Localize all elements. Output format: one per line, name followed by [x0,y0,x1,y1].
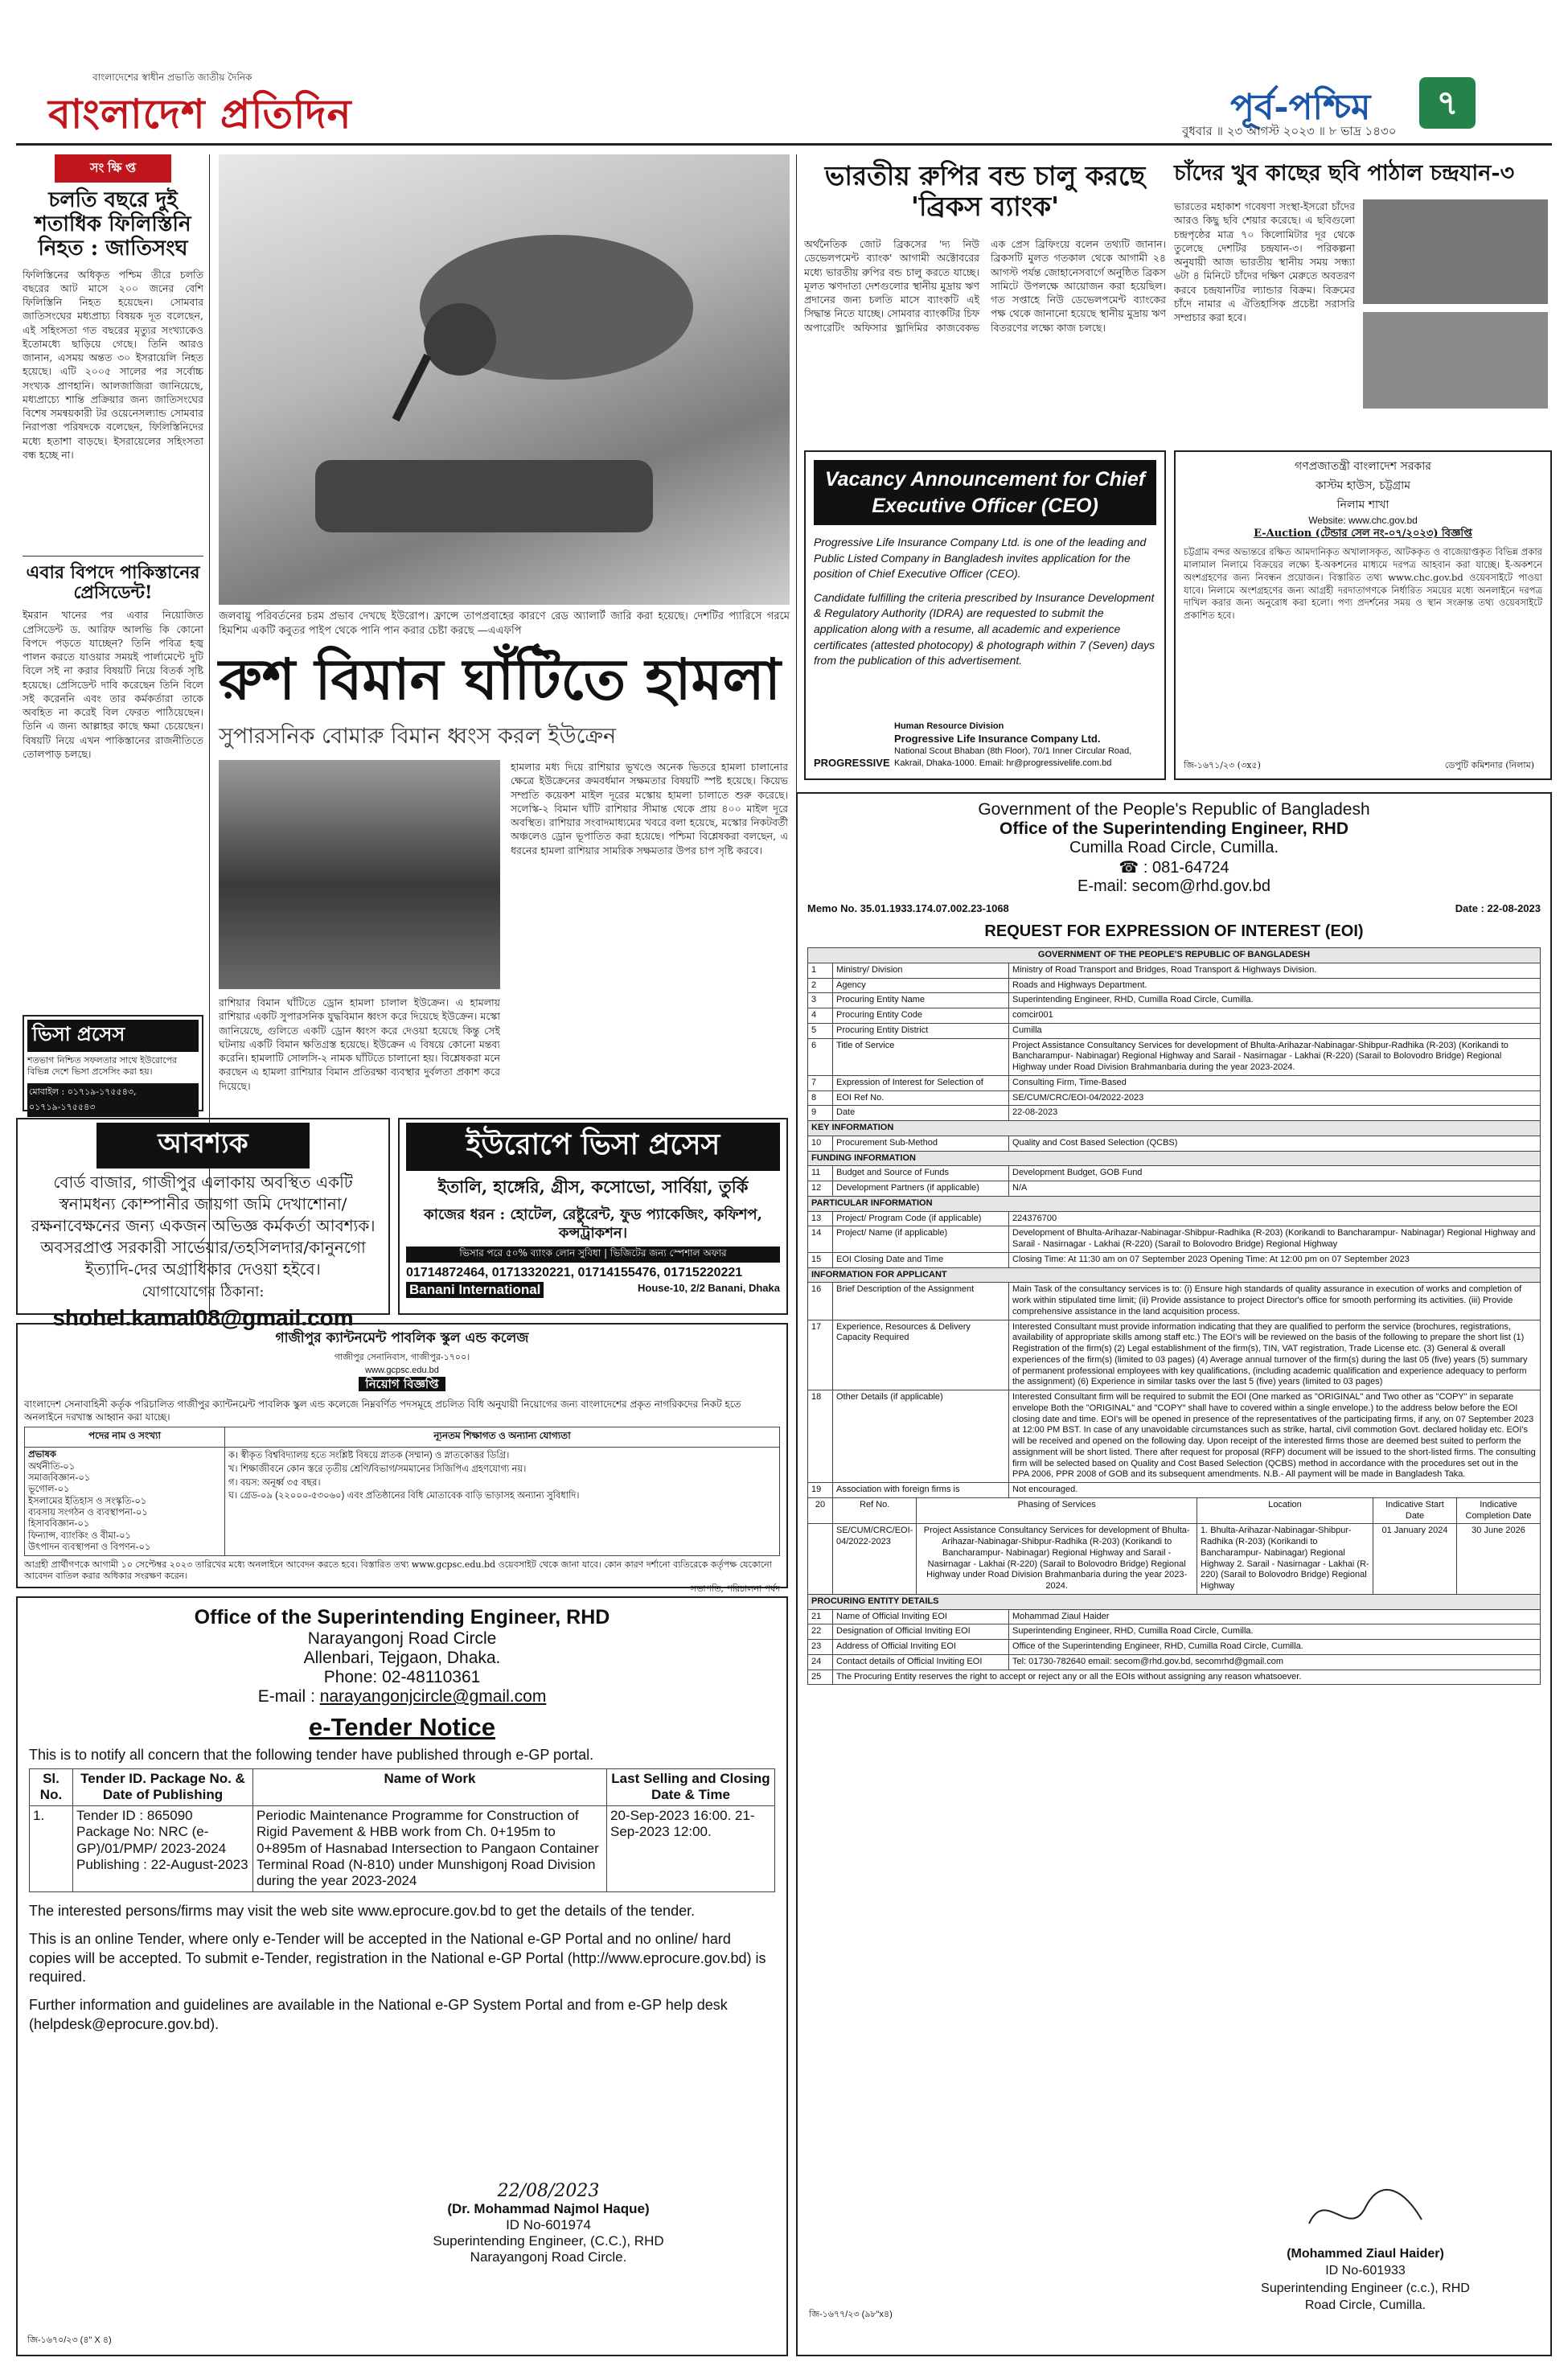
etender-title: e-Tender Notice [309,1713,495,1741]
euro-visa-address: House-10, 2/2 Banani, Dhaka [637,1281,780,1294]
customs-branch: নিলাম শাখা [1336,499,1389,511]
eoi-notice [796,792,1552,2356]
euro-visa-offer: ভিসার পরে ৫০% ব্যাংক লোন সুবিধা | ভিজিটের জন্য স্পেশাল অফার [406,1247,780,1263]
eoi-memo: Memo No. 35.01.1933.174.07.002.23-1068 [807,902,1009,914]
pigeon-illustration [219,154,790,605]
eoi-signer-id: ID No-601933 [1325,2264,1406,2278]
table-row: 18 Other Details (if applicable) Interested Consultant firm will be required to submit the EOI (One marked as "ORIGINAL" and Two other as "COPY" in separate envelope Both the "ORIGINAL" and "COPY" shall have to covered within a single envelope.) to the address below before the EOI closing date and time. EOI's will be opened in presence of the representatives of the participating firms, if any, on 07 September 2023 at 12:00 PM BST. In case of any unavoidable circumstances such as strike, hartal, civil commotion Govt. declared holiday etc. EOI's will be received and opened on the following day. Upon receipt of the interested firms those are deemed best suited to perform the assignment will be short listed. There after request for proposal (RFP) document will be issued to the short-listed firms. The consulting firm will be selected based on Quality and Cost Based Selection (QCBS) method in accordance with the procedures set out in the PPA 2006, PPR 2008 of GOB and its subsequent amendments. N.B.- All payment will be made in Bangladesh Taka. [808,1390,1541,1483]
etender-th-id: Tender ID. Package No. & Date of Publishing [73,1769,253,1806]
photo-caption: জলবায়ু পরিবর্তনের চরম প্রভাব দেখছে ইউরোপ। ফ্রান্সে তাপপ্রবাহের কারণে রেড অ্যালার্ট জারি করা হয়েছে। দেশটির প্যারিসে গরমে হিমশিম একটি কবুতর পাইপ থেকে পানি পান করার চেষ্টা করছে —এএফপি [219,610,790,637]
school-footer: আগ্রহী প্রার্থীগণকে আগামী ১০ সেপ্টেম্বর ২০২৩ তারিখের মধ্যে অনলাইনে আবেদন করতে হবে। বিস্তারিত তথ্য www.gcpsc.edu.bd ওয়েবসাইট থেকে জানা যাবে। কোন কারণ দর্শানো ব্যতিরেকে কর্তৃপক্ষ যেকোনো আবেদন বাতিল করার অধিকার সংরক্ষণ করেন। [24,1559,772,1581]
brics-body: অর্থনৈতিক জোট ব্রিকসের 'দ্য নিউ ডেভেলপমেন্ট ব্যাংক' আগামী অক্টোবরের মধ্যে ভারতীয় রুপির বন্ড চালু করতে যাচ্ছে। মূলত ঋণদাতা দেশগুলোর স্থানীয় মুদ্রায় ঋণ প্রদানের জন্য চলতি মাসে ব্যাংকটি এই সিদ্ধান্ত নিতে যাচ্ছে। সোমবার ব্যাংকটির চিফ অপারেটিং অফিসার ভ্লাদিমির কাজবেকভ এক প্রেস ব্রিফিংয়ে বলেন তথ্যটি জানান। ব্রিকসটি মুলত গতকাল থেকে আগামী ২৪ আগস্ট পর্যন্ত জোহানেসবার্গে অনুষ্ঠিত ব্রিকস সামিটে উপলক্ষে আয়োজন করা হয়েছিল। গত সপ্তাহে নিউ ডেভেলপমেন্ট ব্যাংকের পক্ষ থেকে জানানো হয়েছে স্থানীয় মুদ্রায় ঋণ বিতরণের লক্ষ্যে কাজ চলছে। [804,238,1166,334]
table-row: 10 Procurement Sub-Method Quality and Cost Based Selection (QCBS) [808,1136,1541,1151]
eoi-gov-row: GOVERNMENT OF THE PEOPLE'S REPUBLIC OF BANGLADESH [808,948,1541,963]
eoi-office: Office of the Superintending Engineer, RHD [999,819,1349,838]
russia-body-left: রাশিয়ার বিমান ঘাঁটিতে ড্রোন হামলা চালাল ইউক্রেন। এ হামলায় রাশিয়ার একটি সুপারসনিক যুদ্ধবিমান ধ্বংস করে দিয়েছে ইউক্রেন। মস্কো জানিয়েছে, গুলিতে একটি ড্রোন ধ্বংস করে দেওয়া হয়েছে কিন্তু সেই ঘটনায় একটি বিমান ক্ষতিগ্রস্ত হয়েছে। ইউক্রেন এ বিষয়ে কোনো মন্তব্য করেনি। হামলাটি সোলসি-২ নামক ঘাঁটিতে চালানো হয়। বিশ্লেষকরা মনে করছেন এ হামলা রাশিয়ার বিমান প্রতিরক্ষা ব্যবস্থার দুর্বলতা প্রকাশ করে দিয়েছে। [219,996,500,1092]
table-row: 5 Procuring Entity District Cumilla [808,1023,1541,1038]
table-row: 22 Designation of Official Inviting EOI Superintending Engineer, RHD, Cumilla Road Circle, Cumilla. [808,1624,1541,1640]
school-req: ক। স্বীকৃত বিশ্ববিদ্যালয় হতে সংশ্লিষ্ট বিষয়ে স্নাতক (সম্মান) ও স্নাতকোত্তর ডিগ্রি। [228,1451,510,1461]
russia-headline: রুশ বিমান ঘাঁটিতে হামলা [219,646,781,713]
dateline: বুধবার ॥ ২৩ আগস্ট ২০২৩ ॥ ৮ ভাদ্র ১৪৩০ [1182,124,1397,138]
etender-para-2: This is an online Tender, where only e-Tender will be accepted in the National e-GP Portal and no online/ hard copies will be accepted. To submit e-Tender, registration in the National e-GP Portal (http://www.eprocure.gov.bd) is required. [29,1931,766,1985]
eoi-procuring: PROCURING ENTITY DETAILS [808,1594,1541,1609]
table-row: 23 Address of Official Inviting EOI Office of the Superintending Engineer, RHD, Cumilla Road Circle, Cumilla. [808,1640,1541,1655]
etender-signer: (Dr. Mohammad Najmol Haque) [447,2201,650,2216]
school-post: সমাজবিজ্ঞান-০১ [28,1472,91,1483]
table-row: SE/CUM/CRC/EOI-04/2022-2023 Project Assistance Consultancy Services for development of Bhulta-Arihazar-Nabinagar-Shibpur-Radhika (R-203) (Korikandi to Bancharampur- Nabinagar) Regional Highway and Sarail - Nasirnagar - Lakhai (R-220) (Sarail to Bolovodro Bridge) Regional Highway under Road Division Brahmanbaria during the year 2023-2024. 1. Bhulta-Arihazar-Nabinagar-Shibpur-Radhika (R-203) (Korikandi to Bancharampur- Nabinagar) Regional Highway 2. Sarail - Nasirnagar - Lakhai (R-220) (Sarail to Bolovodro Bridge) Regional Highway 01 January 2024 30 June 2026 [808,1524,1541,1595]
euro-visa-phones: 01714872464, 01713320221, 01714155476, 01715220221 [406,1265,743,1279]
eoi-procuring-table [807,1594,1541,1686]
etender-signer-title: Superintending Engineer, (C.C.), RHD [433,2233,664,2249]
visa-small-title: ভিসা প্রসেস [27,1020,199,1052]
school-title: গাজীপুর ক্যান্টনমেন্ট পাবলিক স্কুল এন্ড কলেজ [275,1330,529,1346]
vacancy-para-2: Candidate fulfilling the criteria prescribed by Insurance Development & Regulatory Authority (IDRA) are requested to submit the application along with a resume, all academic and experience certificates (attested photocopy) & photograph within 7 (Seven) days from the publication of this advertisement. [814,590,1155,667]
etender-row-work: Periodic Maintenance Programme for Construction of Rigid Pavement & HBB work from Ch. 0+195m to 0+895m of Hasnabad Intersection to Pangaon Container Terminal Road (N-810) under Munshigonj Road Division during the year 2023-2024 [253,1805,607,1891]
customs-auction-ad [1174,450,1552,780]
vacancy-division: Human Resource Division [894,721,1004,732]
brief-column [23,154,203,1015]
wanted-body: বোর্ড বাজার, গাজীপুর এলাকায় অবস্থিত একটি স্বনামধন্য কোম্পানীর জায়গা জমি দেখাশোনা/রক্ষনাবেক্ষনের জন্য একজন অভিজ্ঞ কর্মকর্তা আবশ্যক। অবসরপ্রাপ্ত সরকারী সার্ভেয়ার/তহসিলদার/কানুনগো ইত্যাদি-দের অগ্রাধিকার দেওয়া হইবে। [31,1173,376,1279]
table-row: 13 Project/ Program Code (if applicable) 224376700 [808,1211,1541,1226]
school-address: গাজীপুর সেনানিবাস, গাজীপুর-১৭০০। [334,1352,470,1362]
page-number: ৭ [1419,77,1476,129]
moon-photo-1 [1363,199,1548,304]
vacancy-company: Progressive Life Insurance Company Ltd. [894,732,1101,745]
table-row: 17 Experience, Resources & Delivery Capacity Required Interested Consultant must provide information indicating that they are qualified to perform the service (brochures, registrations, availability of appropriate skills among staff etc.) The EOI's will be reviewed on the basis of the following to prepare the short list (1) Registration of the firm(s) (2) Legal establishment of the firm(s), TIN, VAT registration, Trade License etc. (3) General & overall experiences of the firm(s) (limited to 03 pages) (4) Average annual turnover of the firm(s) during the last 05 (five) years (5) summary of permanent professional employees with key qualifications, (including academic qualification and experience adequacy to perform the assignment) (6) Experience in similar tasks over the last 5 (five) years (limited to 03 pages) [808,1320,1541,1390]
etender-table [29,1768,775,1892]
etender-signer-id: ID No-601974 [506,2217,591,2232]
eoi-signer: (Mohammed Ziaul Haider) [1287,2246,1444,2261]
table-row: 21 Name of Official Inviting EOI Mohammad Ziaul Haider [808,1609,1541,1624]
vacancy-address: National Scout Bhaban (8th Floor), 70/1 Inner Circular Road, Kakrail, Dhaka-1000. Email: hr@progressivelife.com.bd [894,746,1132,768]
customs-ref: জি-১৬৭১/২৩ (৩x৫) [1184,760,1261,770]
school-req: খ। শিক্ষাজীবনে কোন স্তরে তৃতীয় শ্রেণি/বিভাগ/সমমানের সিজিপিএ গ্রহণযোগ্য নয়। [228,1464,527,1474]
visa-small-phone: মোবাইল : ০১৭১৯-১৭৫৫৪৩, ০১৭১৯-১৭৫৫৪৩ [27,1083,199,1117]
masthead-rule [16,143,1552,146]
table-row: 12 Development Partners (if applicable) N/A [808,1181,1541,1197]
customs-signer: ডেপুটি কমিশনার (নিলাম) [1444,760,1534,770]
etender-notice [16,1596,788,2356]
euro-visa-title: ইউরোপে ভিসা প্রসেস [406,1123,780,1171]
table-row: 11 Budget and Source of Funds Development Budget, GOB Fund [808,1166,1541,1181]
russia-body-right: হামলার মধ্য দিয়ে রাশিয়ার ভূখণ্ডে অনেক ভিতরে হামলা চালানোর ক্ষেত্রে ইউক্রেনের ক্রমবর্ধমান সক্ষমতার বিষয়টি স্পষ্ট হয়েছে। কিয়েভ সম্প্রতি কয়েকশ মাইল দূরের মস্কোয় হামলা চালাতে শুরু করেছে। সলেস্কি-২ বিমান ঘাঁটি রাশিয়ার সীমান্ত থেকে প্রায় ৪০০ মাইল দূরে অবস্থিত। রাশিয়ার সংবাদমাধ্যমের খবরে বলা হয়েছে, মস্কোর নিকটবর্তী অঞ্চলেও ড্রোন ভূপাতিত করা হয়েছে। পশ্চিমা বিশ্লেষকরা বলছেন, এ ধরনের হামলা রাশিয়ার সামরিক সক্ষমতার উপর চাপ সৃষ্টি করবে। [511,761,788,856]
etender-email[interactable]: narayangonjcircle@gmail.com [319,1687,547,1706]
newspaper-logo: বাংলাদেশ প্রতিদিন [48,90,352,138]
eoi-title: REQUEST FOR EXPRESSION OF INTEREST (EOI) [984,922,1364,940]
eoi-circle: Cumilla Road Circle, Cumilla. [1069,839,1279,856]
russia-subheadline: সুপারসনিক বোমারু বিমান ধ্বংস করল ইউক্রেন [219,724,617,749]
customs-office: কাস্টম হাউস, চট্টগ্রাম [1316,479,1410,492]
eoi-gov: Government of the People's Republic of Bangladesh [978,800,1370,819]
school-web: www.gcpsc.edu.bd [365,1366,439,1375]
brief-headline-1: চলতি বছরে দুই শতাধিক ফিলিস্তিনি নিহত : জাতিসংঘ [35,188,191,261]
brief-body-1: ফিলিস্তিনের অধিকৃত পশ্চিম তীরে চলতি বছরের আট মাসে ২০০ জনের বেশি ফিলিস্তিনি নিহত হয়েছেন। সোমবার জাতিসংঘের মধ্যপ্রাচ্য বিষয়ক দূত বলেছেন, এই সহিংসতা গত বছরের মৃত্যুর সংখ্যাকেও ইতোমধ্যে ছাড়িয়ে গেছে। তিনি আরও জানান, এসময় অন্তত ৩০ ইসরায়েলি নিহত হয়েছে। এটি ২০০৫ সালের পর সর্বোচ্চ সংখ্যক প্রাণহানি। আলজাজিরা জানিয়েছে, মধ্যপ্রাচ্যে শান্তি প্রক্রিয়ার জন্য জাতিসংঘের বিশেষ সমন্বয়কারী টর ওয়েনেসল্যান্ড সোমবার নিরাপত্তা পরিষদকে বলেছেন, ফিলিস্তিনিদের মধ্যে হতাশা বাড়ছে। ইসরায়েলের সহিংসতা বন্ধ হচ্ছে না। [23,268,203,461]
brief-headline-2: এবার বিপদে পাকিস্তানের প্রেসিডেন্ট! [26,561,200,603]
phone-icon: ☎ : [1119,859,1152,877]
eoi-signer-circle: Road Circle, Cumilla. [1304,2298,1426,2313]
chandrayaan-body: ভারতের মহাকাশ গবেষণা সংস্থা-ইসরো চাঁদের আরও কিছু ছবি শেয়ার করেছে। এ ছবিগুলো চন্দ্রপৃষ্ঠের মাত্র ৭০ কিলোমিটার দূর থেকে তুলেছে দেশটির চন্দ্রযান-৩। পরিকল্পনা অনুযায়ী আজ ভারতীয় স্থানীয় সময় সন্ধ্যা ৬টা ৪ মিনিটে চাঁদের দক্ষিণ মেরুতে অবতরণ করবে চন্দ্রযানটির ল্যান্ডার বিক্রম। বিক্রমের চাঁদে নামার এ ঐতিহাসিক প্রচেষ্টা সরাসরি সম্প্রচার করা হবে। [1174,200,1355,323]
etender-signature: 22/08/2023 [497,2181,600,2201]
vacancy-para-1: Progressive Life Insurance Company Ltd. is one of the leading and Public Listed Company in Bangladesh invites application for the position of Chief Executive Officer (CEO). [814,536,1147,581]
vacancy-ad [804,450,1166,780]
customs-body: চট্টগ্রাম বন্দর অভ্যন্তরে রক্ষিত আমদানিকৃত অখালাসকৃত, আটককৃত ও বাজেয়াপ্তকৃত বিভিন্ন প্রকার মালামাল নিলামে বিক্রয়ের লক্ষ্যে ই-অকশনের মাধ্যমে দরপত্র আহবান করা যাচ্ছে। ই-অকশনে অংশগ্রহণের জন্য নিবন্ধন প্রয়োজন। বিস্তারিত তথ্য www.chc.gov.bd ওয়েবসাইটে পাওয়া যাবে। নিলামে অংশগ্রহণের জন্য আগ্রহী দরদাতাগণকে নির্ধারিত সময়ের মধ্যে অনলাইনে দরপত্র দাখিল করার জন্য অনুরোধ করা হলো। পণ্য প্রদর্শনের সময় ও স্থান সংক্রান্ত তথ্য ওয়েবসাইটে প্রকাশিত হবে। [1184,546,1542,622]
eoi-applicant: INFORMATION FOR APPLICANT [808,1267,1541,1283]
school-signer: সভাপতি, পরিচালনা পর্ষদ [690,1583,780,1595]
table-row: 14 Project/ Name (if applicable) Development of Bhulta-Arihazar-Nabinagar-Shibpur-Radhika (R-203) (Korikandi to Bancharampur- Nabinagar) Regional Highway and Sarail - Nasirnagar - Lakhai (R-220) (Sarail to Bolovodro Bridge) Regional Highway [808,1226,1541,1253]
brics-headline: ভারতীয় রুপির বন্ড চালু করছে 'ব্রিকস ব্যাংক' [824,160,1146,222]
eoi-signature-mark [1301,2183,1430,2240]
table-row: 7 Expression of Interest for Selection of Consulting Firm, Time-Based [808,1075,1541,1090]
section-title: পূর্ব-পশ্চিম [1230,87,1371,128]
etender-intro: This is to notify all concern that the following tender have published through e-GP portal. [29,1747,594,1763]
table-row: 3 Procuring Entity Name Superintending Engineer, RHD, Cumilla Road Circle, Cumilla. [808,993,1541,1008]
eoi-ref: জি-১৬৭৭/২৩ (৯৮"x৪) [809,2310,893,2319]
euro-visa-company: Banani International [406,1282,544,1298]
customs-website: Website: www.chc.gov.bd [1308,515,1418,526]
school-col1: পদের নাম ও সংখ্যা [25,1427,225,1448]
school-post: ভূগোল-০১ [28,1485,70,1495]
visa-small-body: শতভাগ নিশ্চিত সফলতার সাথে ইউরোপের বিভিন্ন দেশে ভিসা প্রসেসিং করা হয়। [27,1055,178,1078]
wanted-contact-label: যোগাযোগের ঠিকানা: [142,1284,265,1300]
etender-th-sl: Sl. No. [30,1769,73,1806]
table-row: 1 Ministry/ Division Ministry of Road Transport and Bridges, Road Transport & Highways Division. [808,963,1541,978]
school-notice-label: নিয়োগ বিজ্ঞপ্তি [359,1377,445,1391]
table-row: 15 EOI Closing Date and Time Closing Time: At 11:30 am on 07 September 2023 Opening Time: At 12:00 pm on 07 September 2023 [808,1252,1541,1267]
etender-phone: Phone: 02-48110361 [323,1668,481,1686]
etender-para-3: Further information and guidelines are available in the National e-GP System Portal and from e-GP help desk (helpdesk@eprocure.gov.bd). [29,1997,728,2032]
etender-th-work: Name of Work [253,1769,607,1806]
school-post: উৎপাদন ব্যবস্থাপনা ও বিপণন-০১ [28,1542,151,1553]
eoi-table [807,947,1541,1498]
eoi-phasing-table: 20 Ref No. Phasing of Services Location Indicative Start Date Indicative Completion Date SE/CUM/CRC/EOI-04/2022-2023 Project Assistance Consultancy Services for development of Bhulta-Arihazar-Nabinagar-Shibpur-Radhika (R-203) (Korikandi to Bancharampur- Nabinagar) Regional Highway and Sarail - Nasirnagar - Lakhai (R-220) (Sarail to Bolovodro Bridge) Regional Highway under Road Division Brahmanbaria during the year 2023-2024. 1. Bhulta-Arihazar-Nabinagar-Shibpur-Radhika (R-203) (Korikandi to Bancharampur- Nabinagar) Regional Highway 2. Sarail - Nasirnagar - Lakhai (R-220) (Sarail to Bolovodro Bridge) Regional Highway 01 January 2024 30 June 2026 [807,1497,1541,1595]
explosion-photo [219,760,500,989]
brief-label: সং ক্ষি প্ত [55,154,171,183]
etender-row-sl: 1. [30,1805,73,1891]
table-row: 6 Title of Service Project Assistance Consultancy Services for development of Bhulta-Arihazar-Nabinagar-Shibpur-Radhika (R-203) (Korikandi to Bancharampur- Nabinagar) Regional Highway and Sarail - Nasirnagar - Lakhai (R-220) (Sarail to Bolovodro Bridge) Regional Highway under Road Division Brahmanbaria during the year 2023-2024. [808,1038,1541,1075]
vacancy-title: Vacancy Announcement for Chief Executive Officer (CEO) [814,460,1156,525]
school-req: ঘ। গ্রেড-০৯ (২২০০০-৫৩০৬০) এবং প্রতিষ্ঠানের বিধি মোতাবেক বাড়ি ভাড়াসহ অন্যান্য সুবিধাদি। [228,1491,580,1501]
table-row: 19 Association with foreign firms is Not encouraged. [808,1483,1541,1498]
etender-para-1: The interested persons/firms may visit the web site www.eprocure.gov.bd to get the details of the tender. [29,1902,696,1919]
euro-visa-countries: ইতালি, হাঙ্গেরি, গ্রীস, কসোভো, সার্বিয়া, তুর্কি [437,1177,749,1197]
etender-signer-circle: Narayangonj Road Circle. [470,2249,627,2265]
progressive-logo: PROGRESSIVE [814,757,890,769]
table-row: 4 Procuring Entity Code comcir001 [808,1008,1541,1024]
pigeon-photo [219,154,790,605]
customs-notice-title: E-Auction (টেন্ডার সেল নং-০৭/২০২৩) বিজ্ঞপ্তি [1254,528,1472,540]
table-row: 9 Date 22-08-2023 [808,1106,1541,1121]
eoi-date: Date : 22-08-2023 [1455,902,1541,914]
eoi-key-info: KEY INFORMATION [808,1121,1541,1136]
masthead-tagline: বাংলাদেশের স্বাধীন প্রভাতি জাতীয় দৈনিক [92,72,252,83]
etender-circle: Narayangonj Road Circle [307,1629,497,1648]
chandrayaan-headline: চাঁদের খুব কাছের ছবি পাঠাল চন্দ্রযান-৩ [1174,161,1515,186]
wanted-title: আবশ্যক [96,1123,310,1169]
euro-visa-jobs: কাজের ধরন : হোটেল, রেষ্টুরেন্ট, ফুড প্যাকেজিং, কফিশপ, কন্সট্রাকশন। [424,1206,762,1242]
eoi-particular: PARTICULAR INFORMATION [808,1196,1541,1211]
etender-row-date: 20-Sep-2023 16:00. 21-Sep-2023 12:00. [607,1805,775,1891]
school-table [24,1427,780,1555]
school-col2: ন্যূনতম শিক্ষাগত ও অন্যান্য যোগ্যতা [225,1427,780,1448]
school-post: ফিন্যান্স, ব্যাংকিং ও বীমা-০১ [28,1530,132,1541]
wanted-ad [16,1118,390,1330]
eoi-signer-title: Superintending Engineer (c.c.), RHD [1261,2281,1470,2295]
table-row: 25 The Procuring Entity reserves the right to accept or reject any or all the EOIs without assigning any reason whatsoever. [808,1670,1541,1685]
table-row: 8 EOI Ref No. SE/CUM/CRC/EOI-04/2022-2023 [808,1090,1541,1106]
moon-photo-2 [1363,312,1548,409]
school-post: ব্যবসায় সংগঠন ও ব্যবস্থাপনা-০১ [28,1508,148,1518]
etender-email-label: E-mail : [257,1687,320,1706]
visa-small-ad [23,1015,203,1111]
etender-row-id: Tender ID : 865090 Package No: NRC (e- GP)/01/PMP/ 2023-2024 Publishing : 22-August-2023 [73,1805,253,1891]
table-row: 2 Agency Roads and Highways Department. [808,978,1541,993]
etender-ref: জি-১৬৭০/২৩ (৪" X ৪) [27,2335,112,2345]
school-notice [16,1323,788,1595]
school-post: অর্থনীতি-০১ [28,1461,76,1472]
etender-th-date: Last Selling and Closing Date & Time [607,1769,775,1806]
school-intro: বাংলাদেশ সেনাবাহিনী কর্তৃক পরিচালিত গাজীপুর ক্যান্টনমেন্ট পাবলিক স্কুল এন্ড কলেজে নিম্নবর্ণিত পদসমূহে প্রচলিত বিধি অনুযায়ী নিয়োগের জন্য বাংলাদেশের প্রকৃত নাগরিকদের নিকট হতে অনলাইনে দরখাস্ত আহ্বান করা যাচ্ছে। [24,1399,741,1423]
wanted-email: shohel.kamal08@gmail.com [52,1305,354,1330]
customs-gov: গণপ্রজাতন্ত্রী বাংলাদেশ সরকার [1295,460,1431,473]
school-post: হিসাববিজ্ঞান-০১ [28,1519,90,1530]
etender-address: Allenbari, Tejgaon, Dhaka. [303,1649,501,1667]
brief-body-2: ইমরান খানের পর এবার নিয়োজিত প্রেসিডেন্ট ড. আরিফ আলভি কি কোনো বিপদে পড়তে যাচ্ছেন? তিনি পবিত্র হজ্ব পালন করতে যাওয়ার সময়ই পার্লামেন্টে দুটি বিলে সই না করার বিষয়টি নিয়ে বিতর্ক সৃষ্টি হয়েছে। প্রেসিডেন্ট দাবি করেছেন তিনি বিলে সই করেননি এবং তার কর্মকর্তারা তাকে অবহিত না করেই বিল ফেরত পাঠিয়েছেন। তিনি এ জন্য আল্লাহর কাছে ক্ষমা চেয়েছেন। বিষয়টি নিয়ে এখন পাকিস্তানের রাজনীতিতে তোলপাড় চলছে। [23,609,203,760]
etender-office: Office of the Superintending Engineer, RHD [194,1606,610,1629]
euro-visa-ad [398,1118,788,1315]
eoi-email: E-mail: secom@rhd.gov.bd [1077,877,1271,895]
table-row: 16 Brief Description of the Assignment Main Task of the consultancy services is to: (i) Ensure high standards of quality assurance in execution of works and completion of work within stipulated time limit; (ii) Provide assistance to project Director's office for smooth performing its activities. (iii) Provide comprehensive assistance in the land acquisition process. [808,1283,1541,1320]
eoi-phone: 081-64724 [1151,859,1229,877]
table-row: 24 Contact details of Official Inviting EOI Tel: 01730-782640 email: secom@rhd.gov.bd, secomrhd@gmail.com [808,1654,1541,1670]
school-post: ইসলামের ইতিহাস ও সংস্কৃতি-০১ [28,1496,147,1506]
school-req: গ। বয়স: অনূর্ধ্ব ৩৫ বছর। [228,1477,321,1488]
school-post: প্রভাষক [28,1450,56,1460]
eoi-funding: FUNDING INFORMATION [808,1151,1541,1166]
